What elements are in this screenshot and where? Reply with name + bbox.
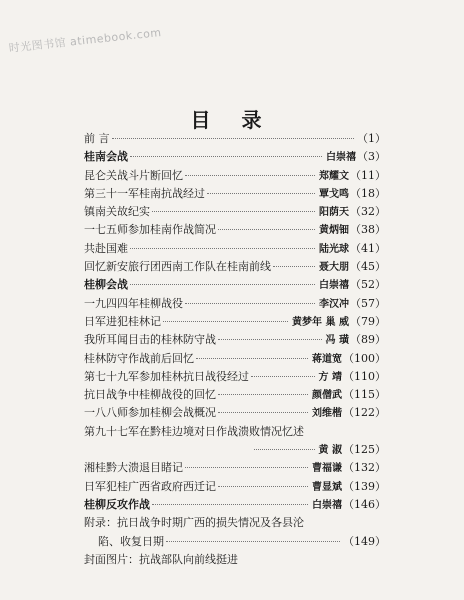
dot-leader bbox=[152, 504, 308, 505]
dot-leader bbox=[185, 303, 315, 304]
watermark: 时光图书馆 atimebook.com bbox=[8, 25, 163, 55]
toc-entry-title: 陷、收复日期 bbox=[98, 534, 164, 548]
toc-entry bbox=[84, 404, 386, 422]
table-of-contents bbox=[84, 130, 386, 569]
toc-entry-page: （1） bbox=[357, 132, 386, 145]
toc-entry-page: （146） bbox=[343, 497, 386, 511]
dot-leader bbox=[130, 248, 315, 249]
toc-entry-author: 方 靖 bbox=[318, 371, 342, 383]
toc-entry-title: 桂柳反攻作战 bbox=[84, 497, 150, 511]
toc-entry-author: 陆光球 bbox=[319, 243, 349, 255]
toc-entry-page: （3） bbox=[357, 150, 386, 164]
toc-entry bbox=[84, 203, 386, 221]
toc-entry-author: 白崇禧 bbox=[312, 499, 342, 511]
toc-entry-author: 郑耀文 bbox=[319, 170, 349, 182]
toc-entry-page: （38） bbox=[350, 223, 386, 237]
dot-leader bbox=[273, 266, 315, 267]
toc-entry bbox=[84, 313, 386, 331]
toc-entry bbox=[84, 276, 386, 294]
toc-entry bbox=[84, 423, 386, 441]
toc-entry bbox=[84, 514, 386, 532]
toc-entry bbox=[84, 130, 386, 148]
toc-entry-page: （115） bbox=[343, 388, 386, 402]
toc-entry-title: 一九四四年桂柳战役 bbox=[84, 296, 183, 310]
toc-entry-title: 第九十七军在黔桂边境对日作战溃败情况忆述 bbox=[84, 424, 304, 438]
dot-leader bbox=[251, 376, 315, 377]
toc-entry-page: （79） bbox=[350, 314, 386, 328]
toc-entry-page: （89） bbox=[350, 333, 386, 347]
toc-entry-author: 李汉冲 bbox=[319, 298, 349, 310]
toc-entry-title: 湘桂黔大溃退目睹记 bbox=[84, 461, 183, 475]
toc-entry-author: 黄炳钿 bbox=[319, 225, 349, 237]
toc-entry-author: 白崇禧 bbox=[326, 152, 356, 164]
dot-leader bbox=[130, 284, 315, 285]
toc-entry-page: （110） bbox=[343, 369, 386, 383]
toc-entry-title: 一八八师参加桂柳会战概况 bbox=[84, 406, 216, 420]
toc-entry bbox=[84, 331, 386, 349]
toc-entry-author: 覃戈鸣 bbox=[319, 188, 349, 200]
toc-entry-author: 黄 淑 bbox=[318, 445, 342, 457]
toc-entry-page: （125） bbox=[343, 443, 386, 457]
toc-entry-page: （41） bbox=[350, 241, 386, 255]
toc-entry-title: 日军犯桂广西省政府西迁记 bbox=[84, 479, 216, 493]
toc-entry bbox=[84, 478, 386, 496]
toc-entry-page: （100） bbox=[343, 351, 386, 365]
toc-entry-page: （45） bbox=[350, 260, 386, 274]
toc-entry bbox=[84, 350, 386, 368]
toc-entry-title: 共赴国难 bbox=[84, 241, 128, 255]
dot-leader bbox=[218, 229, 315, 230]
toc-entry bbox=[84, 386, 386, 404]
toc-entry-author: 颜僧武 bbox=[312, 390, 342, 402]
toc-entry bbox=[84, 148, 386, 166]
toc-entry-page: （149） bbox=[343, 534, 386, 548]
toc-entry-title: 前 言 bbox=[84, 132, 110, 145]
toc-entry bbox=[84, 441, 386, 459]
dot-leader bbox=[207, 193, 315, 194]
dot-leader bbox=[218, 412, 308, 413]
toc-entry-title: 桂柳会战 bbox=[84, 278, 128, 292]
toc-entry-title: 我所耳闻目击的桂林防守战 bbox=[84, 333, 216, 347]
toc-entry-title: 昆仑关战斗片断回忆 bbox=[84, 168, 183, 182]
dot-leader bbox=[254, 449, 315, 450]
toc-entry-page: （18） bbox=[350, 186, 386, 200]
toc-entry-author: 刘维楷 bbox=[312, 408, 342, 420]
toc-entry bbox=[84, 496, 386, 514]
toc-entry-author: 蒋道宽 bbox=[312, 353, 342, 365]
dot-leader bbox=[166, 541, 340, 542]
toc-entry-author: 聂大朋 bbox=[319, 262, 349, 274]
toc-entry bbox=[84, 295, 386, 313]
toc-entry-title: 第三十一军桂南抗战经过 bbox=[84, 186, 205, 200]
toc-entry-page: （122） bbox=[343, 406, 386, 420]
dot-leader bbox=[185, 175, 315, 176]
toc-entry-author: 黄梦年 巢 威 bbox=[292, 316, 349, 328]
toc-entry-title: 桂南会战 bbox=[84, 150, 128, 164]
dot-leader bbox=[152, 211, 315, 212]
toc-entry-title: 封面图片：抗战部队向前线挺进 bbox=[84, 552, 238, 566]
toc-entry-author: 冯 璜 bbox=[325, 335, 349, 347]
toc-entry-author: 白崇禧 bbox=[319, 280, 349, 292]
dot-leader bbox=[218, 394, 308, 395]
toc-entry-page: （11） bbox=[350, 168, 386, 182]
toc-entry-page: （32） bbox=[350, 205, 386, 219]
toc-entry-page: （139） bbox=[343, 479, 386, 493]
toc-entry bbox=[84, 221, 386, 239]
page-title: 目 录 bbox=[190, 108, 274, 132]
toc-entry-title: 回忆新安旅行团西南工作队在桂南前线 bbox=[84, 260, 271, 274]
toc-entry-author: 阳荫天 bbox=[319, 207, 349, 219]
toc-entry-author: 曹福谦 bbox=[312, 463, 342, 475]
toc-entry bbox=[84, 551, 386, 569]
toc-entry-title: 日军进犯桂林记 bbox=[84, 314, 161, 328]
toc-entry bbox=[84, 240, 386, 258]
toc-entry-title: 镇南关故纪实 bbox=[84, 205, 150, 219]
toc-entry bbox=[84, 459, 386, 477]
toc-entry-page: （132） bbox=[343, 461, 386, 475]
toc-entry-title: 桂林防守作战前后回忆 bbox=[84, 351, 194, 365]
toc-entry bbox=[84, 185, 386, 203]
toc-entry bbox=[84, 368, 386, 386]
dot-leader bbox=[196, 358, 308, 359]
dot-leader bbox=[218, 339, 322, 340]
toc-entry bbox=[84, 533, 386, 551]
dot-leader bbox=[112, 138, 355, 139]
toc-entry-page: （57） bbox=[350, 296, 386, 310]
toc-entry bbox=[84, 258, 386, 276]
toc-entry-page: （52） bbox=[350, 278, 386, 292]
dot-leader bbox=[163, 321, 288, 322]
toc-entry-title: 抗日战争中桂柳战役的回忆 bbox=[84, 388, 216, 402]
toc-entry-title: 附录：抗日战争时期广西的损失情况及各县沦 bbox=[84, 516, 304, 530]
toc-entry bbox=[84, 167, 386, 185]
dot-leader bbox=[218, 486, 308, 487]
dot-leader bbox=[185, 467, 308, 468]
dot-leader bbox=[130, 156, 322, 157]
toc-entry-title: 第七十九军参加桂林抗日战役经过 bbox=[84, 369, 249, 383]
toc-entry-author: 曹显斌 bbox=[312, 481, 342, 493]
toc-entry-title: 一七五师参加桂南作战简况 bbox=[84, 223, 216, 237]
